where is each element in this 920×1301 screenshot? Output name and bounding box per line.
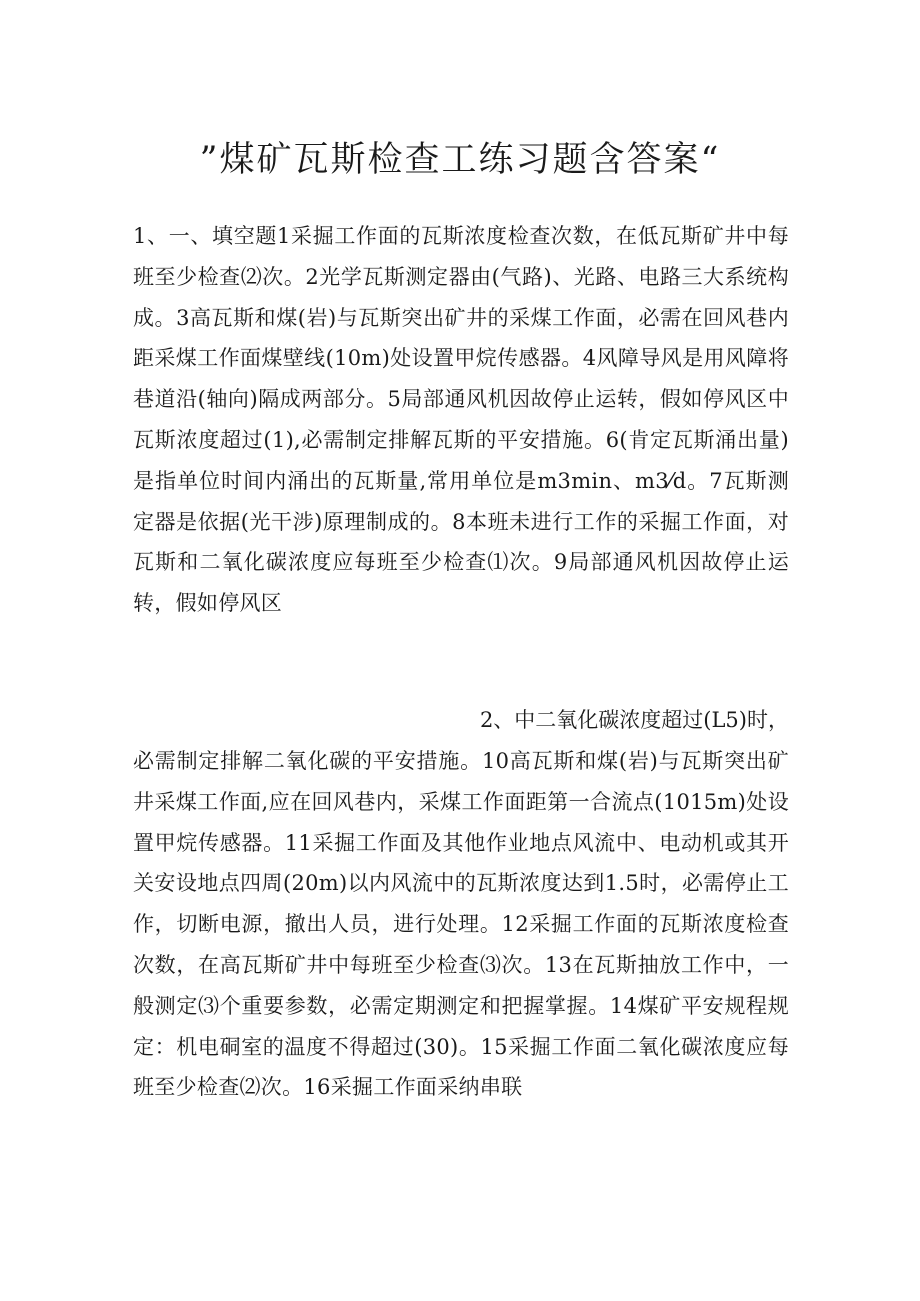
paragraph-2: 必需制定排解二氧化碳的平安措施。10高瓦斯和煤(岩)与瓦斯突出矿井采煤工作面,应在回风巷内，采煤工作面距第一合流点(1015m)处设置甲烷传感器。11采掘工作面及其他作业地点风流中、电动机或其开关安设地点四周(20m)以内风流中的瓦斯浓度达到1.5时，必需停止工作，切断电源，撤出人员，进行处理。12采掘工作面的瓦斯浓度检查次数，在高瓦斯矿井中每班至少检查⑶次。13在瓦斯抽放工作中，一般测定⑶个重要参数，必需定期测定和把握掌握。14煤矿平安规程规定：机电硐室的温度不得超过(30)。15采掘工作面二氧化碳浓度应每班至少检查⑵次。16采掘工作面采纳串联 [133, 749, 789, 1100]
document-title: ”煤矿瓦斯检查工练习题含答案“ [199, 140, 721, 180]
paragraph-2-heading: 2、中二氧化碳浓度超过(L5)时， [479, 708, 789, 732]
paragraph-1: 1、一、填空题1采掘工作面的瓦斯浓度检查次数，在低瓦斯矿井中每班至少检查⑵次。2光学瓦斯测定器由(气路)、光路、电路三大系统构成。3高瓦斯和煤(岩)与瓦斯突出矿井的采煤工作面，必需在回风巷内距采煤工作面煤壁线(10m)处设置甲烷传感器。4风障导风是用风障将巷道沿(轴向)隔成两部分。5局部通风机因故停止运转，假如停风区中瓦斯浓度超过(1),必需制定排解瓦斯的平安措施。6(肯定瓦斯涌出量)是指单位时间内涌出的瓦斯量,常用单位是m3min、m3⁄d。7瓦斯测定器是依据(光干涉)原理制成的。8本班未进行工作的采掘工作面，对瓦斯和二氧化碳浓度应每班至少检查⑴次。9局部通风机因故停止运转，假如停风区 [133, 224, 789, 616]
